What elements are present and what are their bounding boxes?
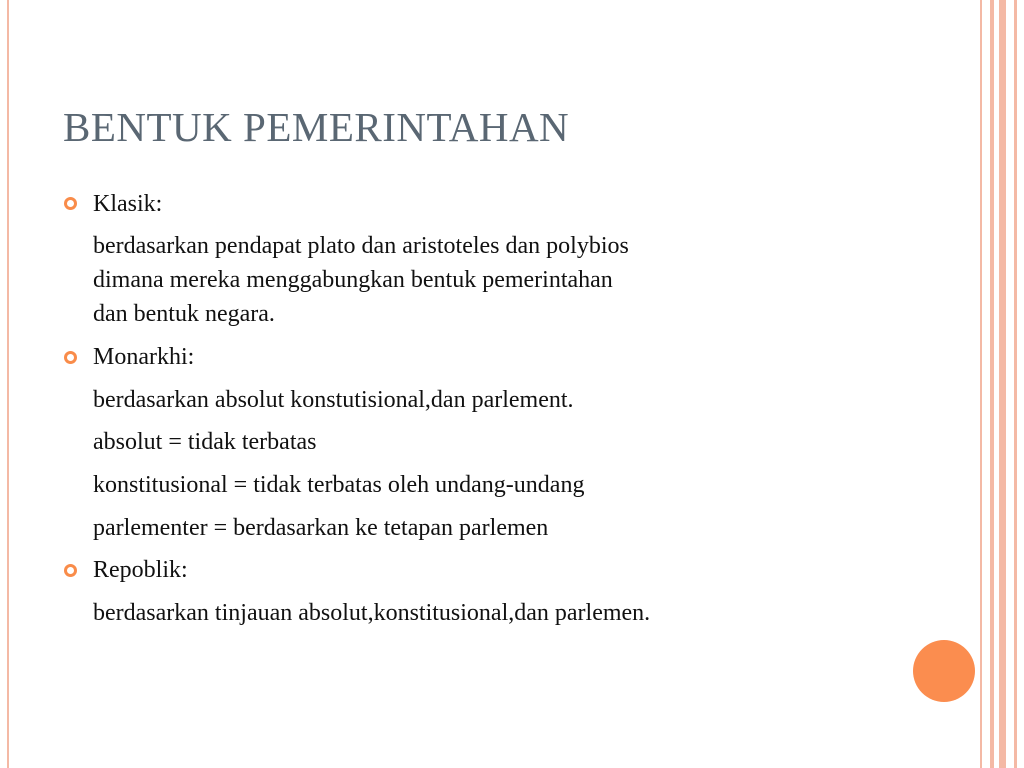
section-heading-monarkhi: Monarkhi:: [93, 344, 195, 370]
body-line: absolut = tidak terbatas: [93, 429, 317, 455]
decorative-circle: [913, 640, 975, 702]
section-heading-repoblik: Repoblik:: [93, 557, 188, 583]
body-line: berdasarkan tinjauan absolut,konstitusional,dan parlemen.: [93, 600, 651, 626]
body-line: dan bentuk negara.: [93, 301, 275, 327]
bullet-icon: [64, 197, 77, 210]
body-line: parlementer = berdasarkan ke tetapan parlemen: [93, 515, 549, 541]
body-line: berdasarkan absolut konstutisional,dan parlement.: [93, 387, 574, 413]
body-line: konstitusional = tidak terbatas oleh undang-undang: [93, 472, 585, 498]
body-line: dimana mereka menggabungkan bentuk pemerintahan: [93, 267, 613, 293]
bullet-icon: [64, 564, 77, 577]
slide-title: BENTUK PEMERINTAHAN: [63, 104, 570, 150]
section-heading-klasik: Klasik:: [93, 191, 163, 217]
bullet-icon: [64, 351, 77, 364]
body-line: berdasarkan pendapat plato dan aristoteles dan polybios: [93, 233, 629, 259]
